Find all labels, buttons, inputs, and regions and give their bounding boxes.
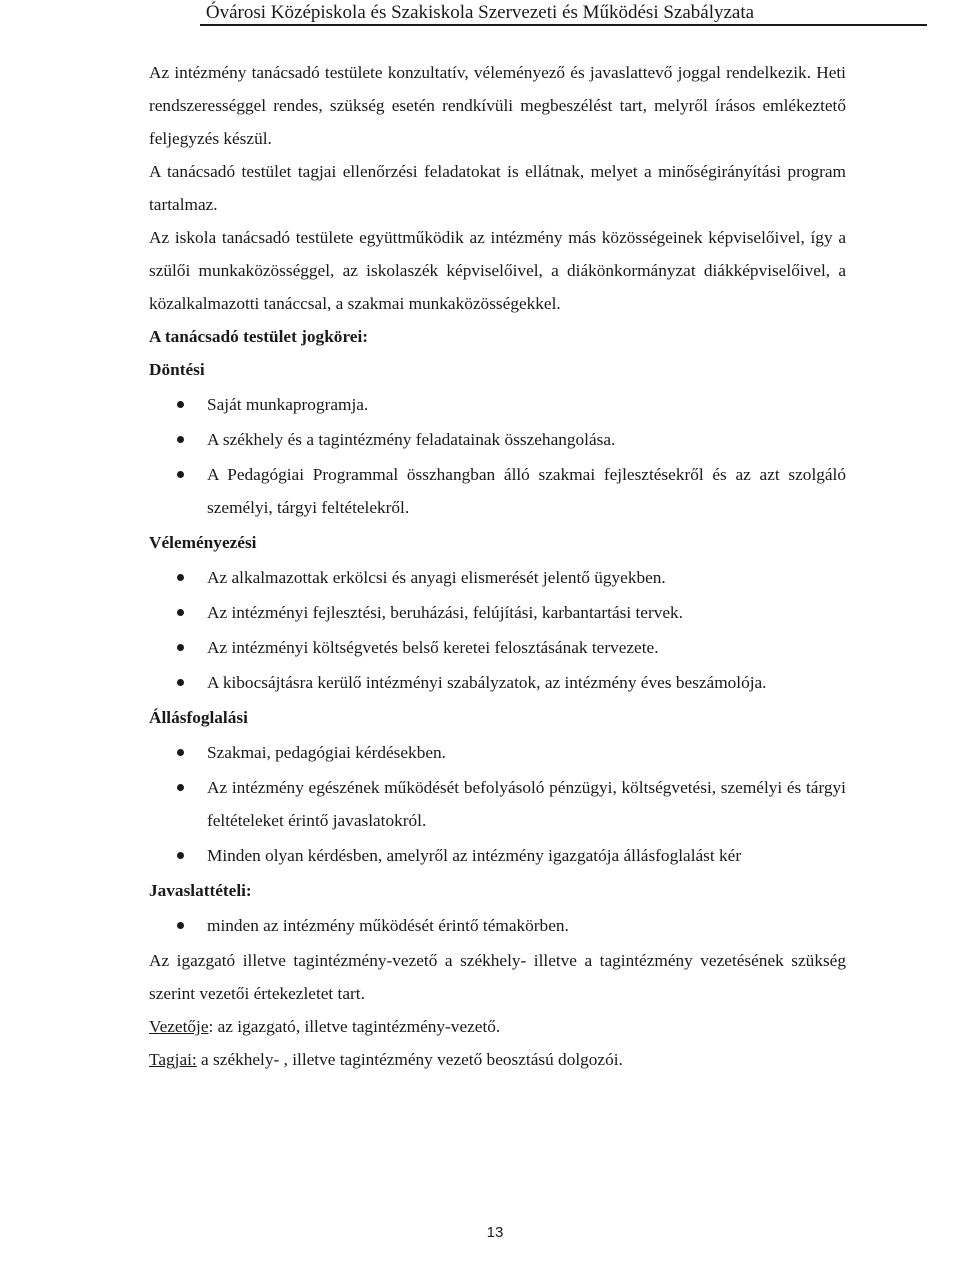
list-item: minden az intézmény működését érintő témakörben. — [149, 909, 846, 942]
allasfoglalasi-list — [149, 736, 846, 872]
page-number: 13 — [486, 1224, 504, 1241]
bullet-icon — [177, 784, 184, 791]
running-header — [0, 0, 960, 25]
paragraph-4: Az igazgató illetve tagintézmény-vezető a székhely- illetve a tagintézmény vezetésének szükség szerint vezetői értekezletet tart. — [149, 951, 846, 1003]
paragraph-2: A tanácsadó testület tagjai ellenőrzési feladatokat is ellátnak, melyet a minőségirányítási program tartalmaz. — [149, 162, 846, 214]
bullet-icon — [177, 922, 184, 929]
list-item: A kibocsájtásra kerülő intézményi szabályzatok, az intézmény éves beszámolója. — [149, 666, 846, 699]
bullet-icon — [177, 471, 184, 478]
leader-label: Vezetője — [149, 1017, 209, 1036]
javaslatteteli-list — [149, 909, 846, 942]
list-item: Az intézményi fejlesztési, beruházási, felújítási, karbantartási tervek. — [149, 596, 846, 629]
list-item: Az intézmény egészének működését befolyásoló pénzügyi, költségvetési, személyi és tárgyi feltételeket érintő javaslatokról. — [149, 771, 846, 837]
members-line — [149, 1043, 846, 1076]
bullet-icon — [177, 436, 184, 443]
header-rule — [200, 24, 927, 26]
list-item: Az intézményi költségvetés belső keretei felosztásának tervezete. — [149, 631, 846, 664]
bullet-icon — [177, 574, 184, 581]
paragraph-3: Az iskola tanácsadó testülete együttműködik az intézmény más közösségeinek képviselőivel, így a szülői munkaközösséggel, az iskolaszék képviselőivel, a diákönkormányzat diákképviselőivel, a közalkalmazotti tanáccsal, a szakmai munkaközösségekkel. — [149, 228, 846, 313]
list-item: A székhely és a tagintézmény feladatainak összehangolása. — [149, 423, 846, 456]
list-item: A Pedagógiai Programmal összhangban álló szakmai fejlesztésekről és az azt szolgáló személyi, tárgyi feltételekről. — [149, 458, 846, 524]
list-item: Minden olyan kérdésben, amelyről az intézmény igazgatója állásfoglalást kér — [149, 839, 846, 872]
document-body — [149, 56, 846, 1076]
leader-line — [149, 1010, 846, 1043]
dontesi-heading: Döntési — [149, 360, 205, 379]
list-item: Szakmai, pedagógiai kérdésekben. — [149, 736, 846, 769]
running-header-title: Óvárosi Középiskola és Szakiskola Szervezeti és Működési Szabályzata — [205, 2, 755, 23]
jogkorei-heading: A tanácsadó testület jogkörei: — [149, 327, 369, 346]
leader-text: : az igazgató, illetve tagintézmény-vezető. — [208, 1017, 501, 1036]
bullet-icon — [177, 609, 184, 616]
velemenyezesi-heading: Véleményezési — [149, 533, 257, 552]
list-item: Az alkalmazottak erkölcsi és anyagi elismerését jelentő ügyekben. — [149, 561, 846, 594]
members-label: Tagjai: — [149, 1050, 197, 1069]
velemenyezesi-list — [149, 561, 846, 699]
bullet-icon — [177, 852, 184, 859]
bullet-icon — [177, 644, 184, 651]
paragraph-1: Az intézmény tanácsadó testülete konzultatív, véleményező és javaslattevő joggal rendelkezik. Heti rendszerességgel rendes, szükség esetén rendkívüli megbeszélést tart, melyről írásos emlékeztető feljegyzés készül. — [149, 63, 846, 148]
bullet-icon — [177, 749, 184, 756]
dontesi-list — [149, 388, 846, 524]
list-item: Saját munkaprogramja. — [149, 388, 846, 421]
members-text: a székhely- , illetve tagintézmény vezető beosztású dolgozói. — [196, 1050, 623, 1069]
bullet-icon — [177, 401, 184, 408]
javaslatteteli-heading: Javaslattételi: — [149, 881, 252, 900]
bullet-icon — [177, 679, 184, 686]
allasfoglalasi-heading: Állásfoglalási — [149, 708, 248, 727]
